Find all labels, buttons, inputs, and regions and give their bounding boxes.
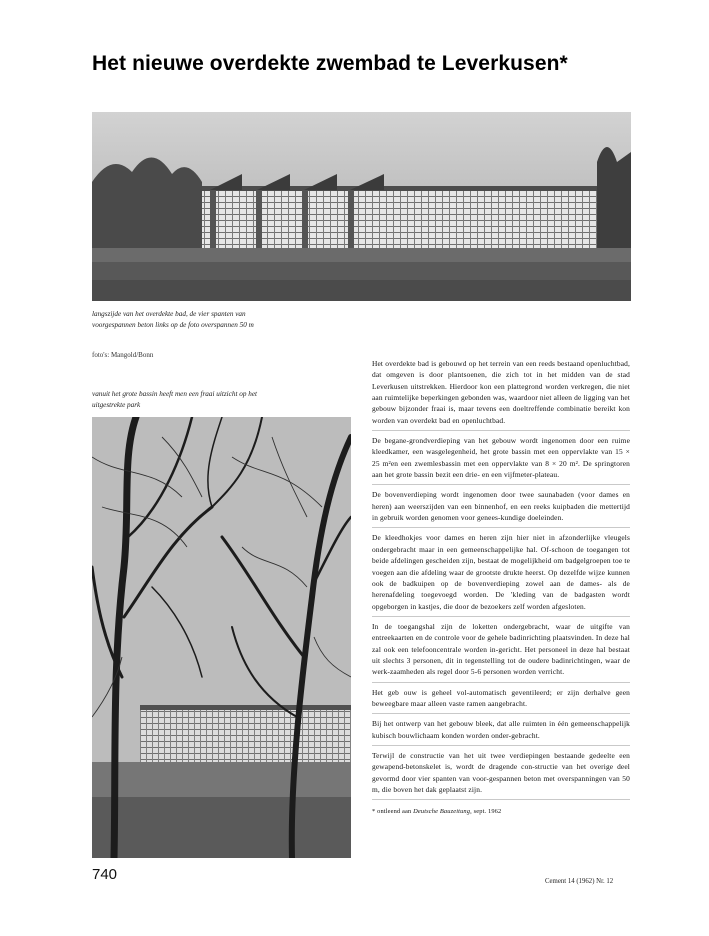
divider xyxy=(372,745,630,746)
article-title: Het nieuwe overdekte zwembad te Leverkusen* xyxy=(92,52,568,75)
footnote-source: Deutsche Bauzeitung xyxy=(413,808,471,816)
photo-credit: foto's: Mangold/Bonn xyxy=(92,351,154,359)
footnote xyxy=(372,806,630,817)
article-body xyxy=(372,358,630,818)
paragraph: De kleedhokjes voor dames en heren zijn hier niet in afzonderlijke vleugels ondergebracht maar in een gemeenschappelijke hal. Of-schoon de toegangen tot beide afdelingen gescheiden zijn, bestaat de mogelijkheid om badgelgroepen toe te voegen aan die afdeling waar de grootste drukte heerst. Op dezelfde wijze kunnen ook de badkuipen op de bovenverdieping zowel aan de dames- als de herenafdeling toegevoegd worden. De 'kleding van de badgasten wordt opgeborgen in kastjes, die door de bezoekers zelf worden afgesloten. xyxy=(372,533,630,611)
journal-reference: Cement 14 (1962) Nr. 12 xyxy=(545,878,614,885)
page-number: 740 xyxy=(92,866,118,883)
exterior-photo xyxy=(92,112,631,301)
divider xyxy=(372,527,630,528)
divider xyxy=(372,430,630,431)
paragraph: Het geb ouw is geheel vol-automatisch geventileerd; er zijn derhalve geen beweegbare maar alleen vaste ramen aangebracht. xyxy=(372,687,630,708)
paragraph: De bovenverdieping wordt ingenomen door twee saunabaden (voor dames en heren) aan weerszijden van een binnenhof, en een reeks kuipbaden die mettertijd in gebruik worden genomen voor genees-kundige doeleinden. xyxy=(372,490,630,523)
divider xyxy=(372,616,630,617)
footnote-prefix: * ontleend aan xyxy=(372,808,412,816)
divider xyxy=(372,799,630,800)
exterior-photo-caption: langszijde van het overdekte bad, de vier spanten van voorgespannen beton links op de foto overspannen 50 m xyxy=(92,310,254,329)
paragraph: Het overdekte bad is gebouwd op het terrein van een reeds bestaand openluchtbad, dat omgeven is door plantsoenen, die zich tot in het midden van de stad Leverkusen uitstrekken. Hierdoor kon een plattegrond worden verkregen, die niet aan ruimtelijke beperkingen gebonden was, waardoor niet alleen de ligging van het gebouw bijzonder fraai is, maar tevens een doeltreffende combinatie bereikt kon worden van overdekt bad en openluchtbad. xyxy=(372,359,631,425)
paragraph: De begane-grondverdieping van het gebouw wordt ingenomen door een ruime kleedkamer, een wasgelegenheid, het grote bassin met een oppervlakte van 15 × 25 m²en een zwemlesbassin met een oppervlakte van 8 × 20 m². De springtoren aan het grote bassin bezit een drie- en een vijfmeter-plateau. xyxy=(372,436,630,480)
divider xyxy=(372,484,630,485)
paragraph: Bij het ontwerp van het gebouw bleek, dat alle ruimten in één gemeenschappelijk kubisch bouwlichaam konden worden onder-gebracht. xyxy=(372,719,630,740)
paragraph: In de toegangshal zijn de loketten ondergebracht, waar de uitgifte van entreekaarten en de controle voor de gehele badinrichting plaatsvinden. In deze hal zal ook een telefooncentrale worden in-gericht. Het personeel in deze hal bestaat uit slechts 3 personen, dit in tegenstelling tot de oudere badinrichtingen, waar de werk-zaamheden als regel door 5-6 personen worden verricht. xyxy=(372,621,630,677)
divider xyxy=(372,682,630,683)
footnote-suffix: , sept. 1962 xyxy=(470,808,502,816)
paragraph: Terwijl de constructie van het uit twee verdiepingen bestaande gedeelte een gewapend-betonskelet is, wordt de dragende con-structie van het overige deel gevormd door vier spanten van voor-gespannen beton met overspanningen van 50 m, die boven het dak geplaatst zijn. xyxy=(372,750,630,794)
park-photo-caption: vanuit het grote bassin heeft men een fraai uitzicht op het uitgestrekte park xyxy=(92,390,258,409)
park-photo xyxy=(92,417,351,858)
divider xyxy=(372,713,630,714)
